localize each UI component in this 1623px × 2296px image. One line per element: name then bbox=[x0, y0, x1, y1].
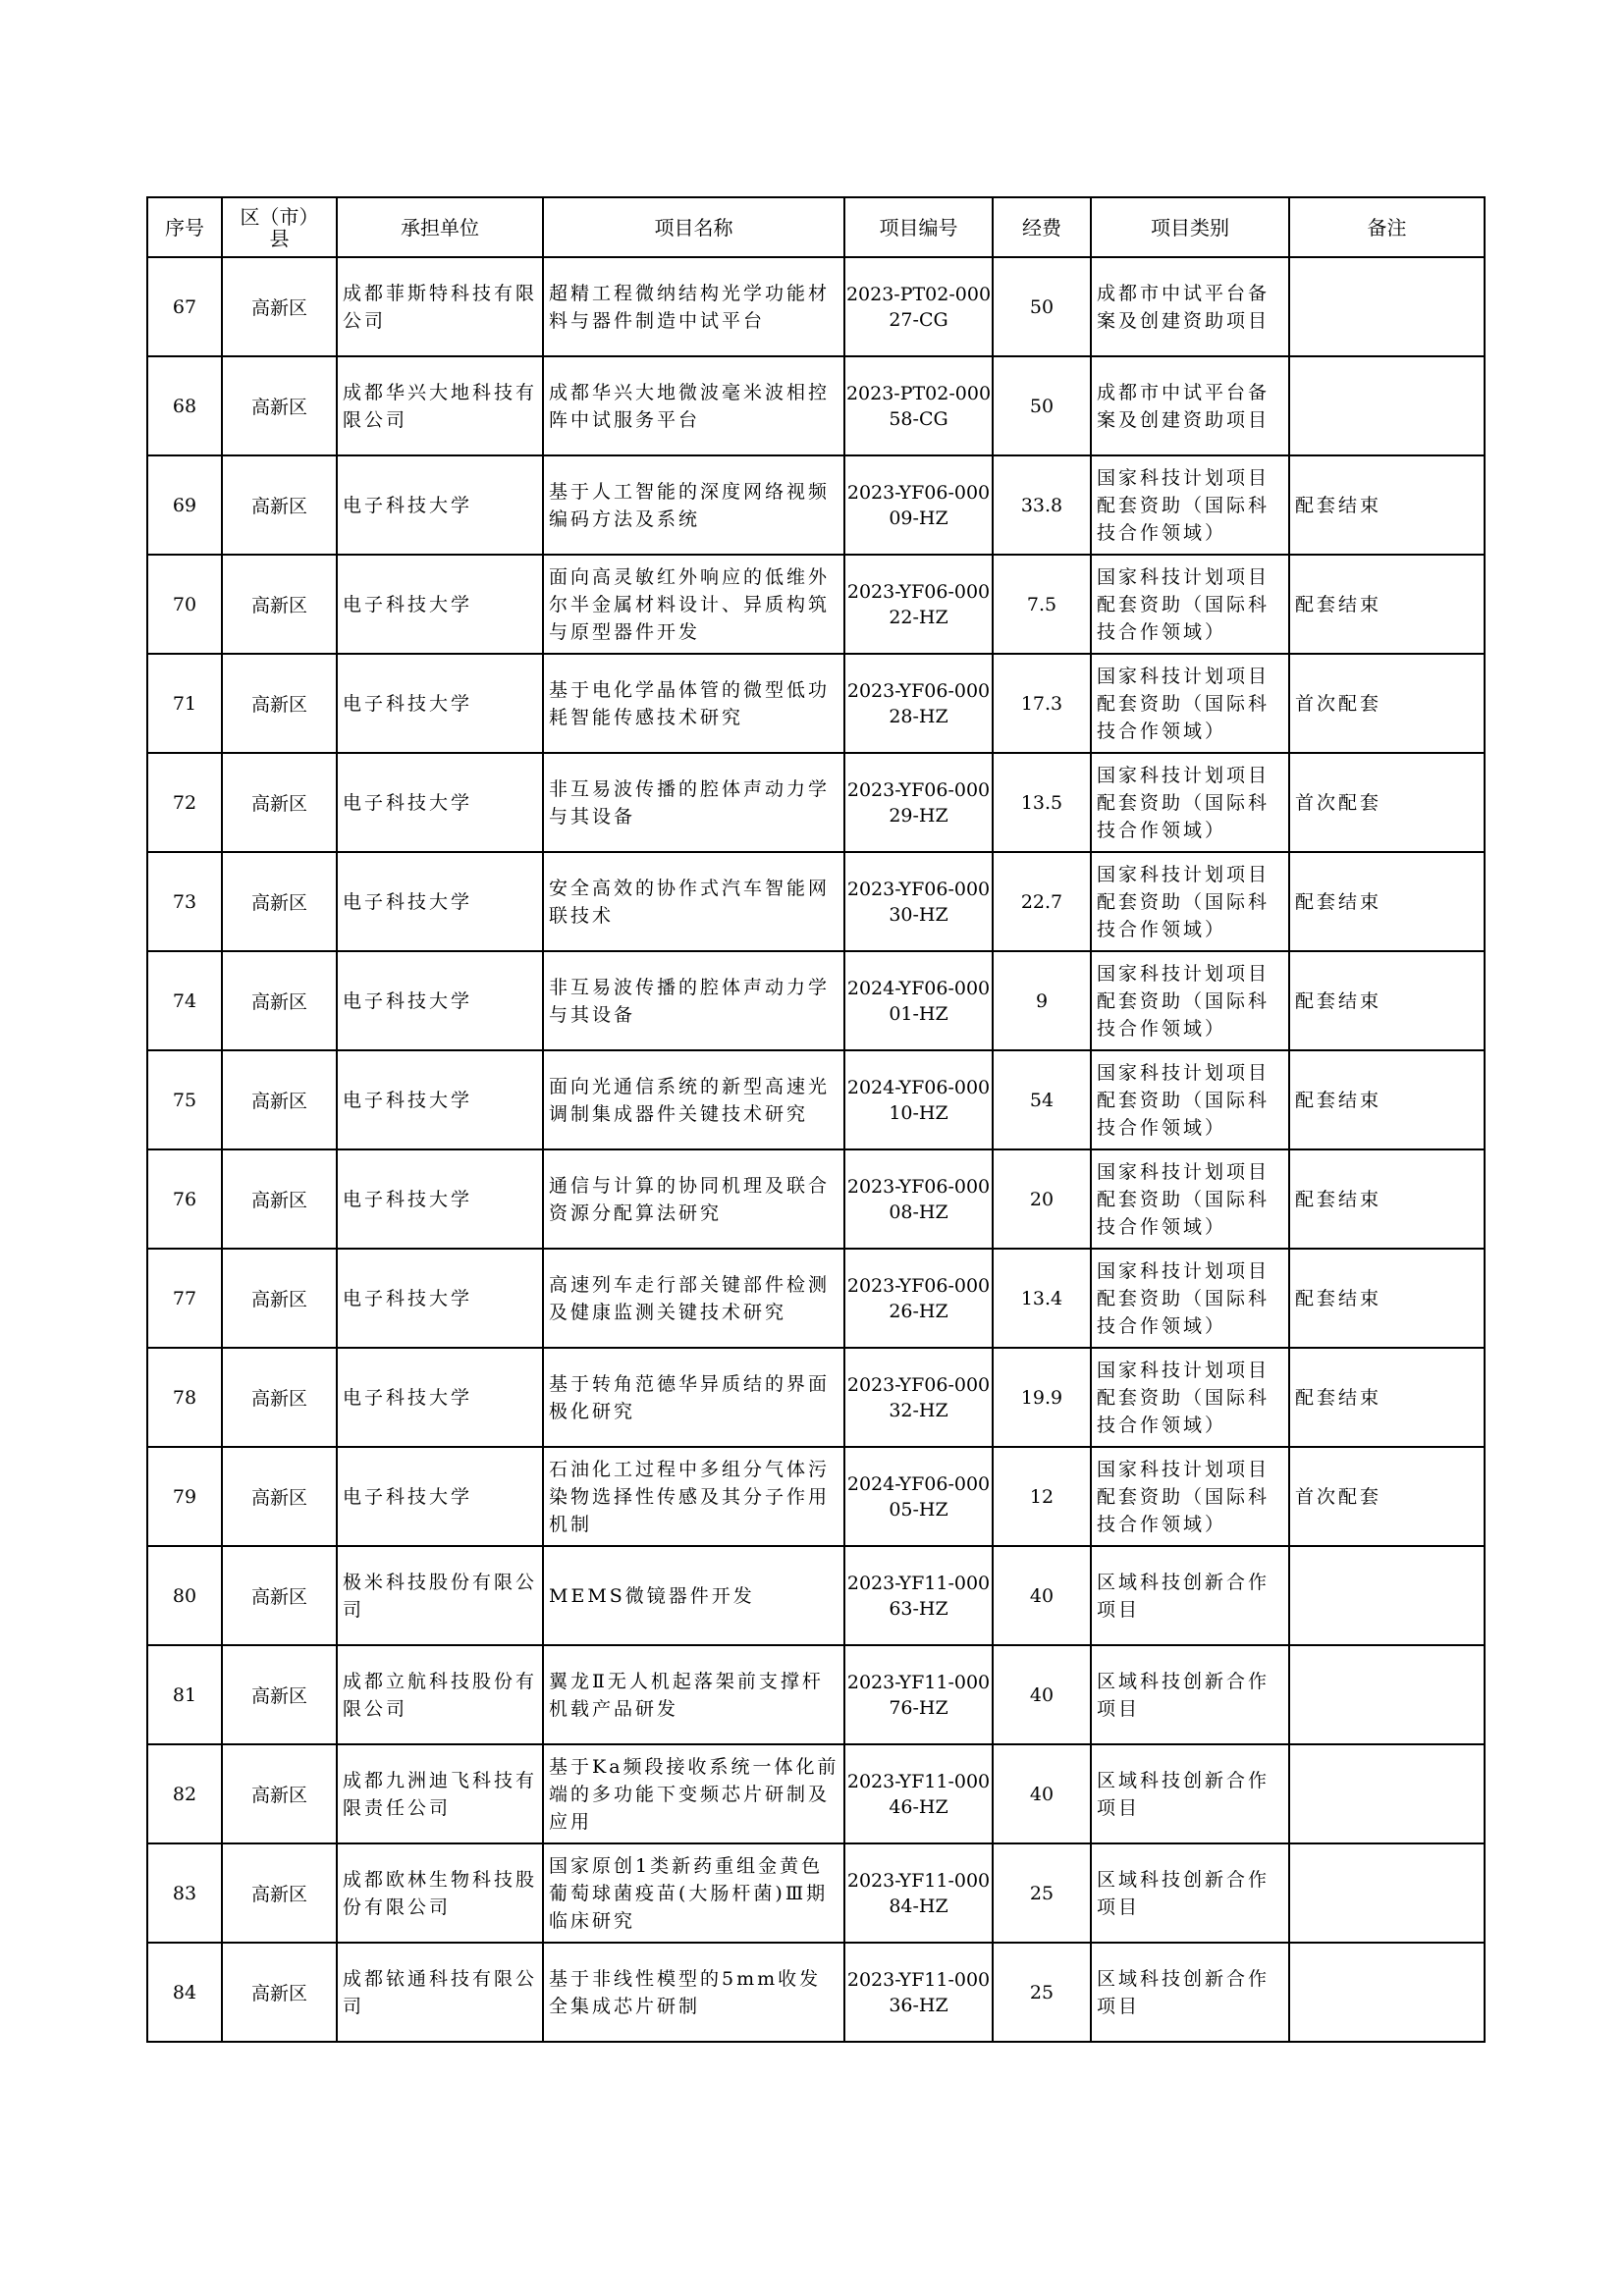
cell-index: 75 bbox=[147, 1050, 222, 1149]
cell-district: 高新区 bbox=[222, 1744, 337, 1843]
cell-unit: 成都立航科技股份有限公司 bbox=[337, 1645, 543, 1744]
cell-name: 翼龙Ⅱ无人机起落架前支撑杆机载产品研发 bbox=[543, 1645, 844, 1744]
cell-district: 高新区 bbox=[222, 1843, 337, 1943]
table-row bbox=[147, 951, 1485, 1050]
cell-code: 2023-PT02-00058-CG bbox=[844, 356, 993, 455]
cell-index: 79 bbox=[147, 1447, 222, 1546]
cell-name: 非互易波传播的腔体声动力学与其设备 bbox=[543, 951, 844, 1050]
table-row bbox=[147, 1149, 1485, 1249]
header-row bbox=[147, 197, 1485, 257]
cell-category: 区域科技创新合作项目 bbox=[1091, 1546, 1289, 1645]
cell-fund: 7.5 bbox=[993, 555, 1091, 654]
cell-category: 国家科技计划项目配套资助（国际科技合作领域） bbox=[1091, 852, 1289, 951]
cell-index: 68 bbox=[147, 356, 222, 455]
cell-index: 74 bbox=[147, 951, 222, 1050]
cell-unit: 成都华兴大地科技有限公司 bbox=[337, 356, 543, 455]
cell-unit: 成都铱通科技有限公司 bbox=[337, 1943, 543, 2042]
cell-category: 国家科技计划项目配套资助（国际科技合作领域） bbox=[1091, 1050, 1289, 1149]
cell-index: 67 bbox=[147, 257, 222, 356]
project-table bbox=[146, 196, 1486, 2043]
table-row bbox=[147, 1843, 1485, 1943]
table-row bbox=[147, 852, 1485, 951]
cell-category: 国家科技计划项目配套资助（国际科技合作领域） bbox=[1091, 654, 1289, 753]
cell-district: 高新区 bbox=[222, 1249, 337, 1348]
cell-name: 基于Ka频段接收系统一体化前端的多功能下变频芯片研制及应用 bbox=[543, 1744, 844, 1843]
cell-district: 高新区 bbox=[222, 555, 337, 654]
cell-index: 81 bbox=[147, 1645, 222, 1744]
cell-unit: 成都菲斯特科技有限公司 bbox=[337, 257, 543, 356]
cell-remark: 配套结束 bbox=[1289, 555, 1485, 654]
cell-district: 高新区 bbox=[222, 753, 337, 852]
cell-fund: 9 bbox=[993, 951, 1091, 1050]
cell-code: 2024-YF06-00001-HZ bbox=[844, 951, 993, 1050]
cell-category: 成都市中试平台备案及创建资助项目 bbox=[1091, 356, 1289, 455]
cell-remark bbox=[1289, 356, 1485, 455]
cell-unit: 电子科技大学 bbox=[337, 1249, 543, 1348]
cell-name: 面向光通信系统的新型高速光调制集成器件关键技术研究 bbox=[543, 1050, 844, 1149]
table-row bbox=[147, 356, 1485, 455]
table-body bbox=[147, 257, 1485, 2042]
cell-unit: 电子科技大学 bbox=[337, 1348, 543, 1447]
table-row bbox=[147, 1050, 1485, 1149]
cell-code: 2023-YF06-00026-HZ bbox=[844, 1249, 993, 1348]
cell-category: 国家科技计划项目配套资助（国际科技合作领域） bbox=[1091, 1447, 1289, 1546]
cell-fund: 13.4 bbox=[993, 1249, 1091, 1348]
cell-index: 76 bbox=[147, 1149, 222, 1249]
cell-remark bbox=[1289, 257, 1485, 356]
cell-name: 安全高效的协作式汽车智能网联技术 bbox=[543, 852, 844, 951]
cell-unit: 电子科技大学 bbox=[337, 654, 543, 753]
cell-district: 高新区 bbox=[222, 1149, 337, 1249]
header-unit: 承担单位 bbox=[337, 197, 543, 257]
cell-district: 高新区 bbox=[222, 951, 337, 1050]
cell-remark: 配套结束 bbox=[1289, 1149, 1485, 1249]
table-row bbox=[147, 1943, 1485, 2042]
table-row bbox=[147, 1447, 1485, 1546]
cell-unit: 电子科技大学 bbox=[337, 951, 543, 1050]
table-row bbox=[147, 753, 1485, 852]
cell-category: 国家科技计划项目配套资助（国际科技合作领域） bbox=[1091, 455, 1289, 555]
table-row bbox=[147, 1348, 1485, 1447]
header-fund: 经费 bbox=[993, 197, 1091, 257]
cell-name: 超精工程微纳结构光学功能材料与器件制造中试平台 bbox=[543, 257, 844, 356]
cell-code: 2023-YF06-00009-HZ bbox=[844, 455, 993, 555]
cell-remark: 配套结束 bbox=[1289, 951, 1485, 1050]
cell-category: 国家科技计划项目配套资助（国际科技合作领域） bbox=[1091, 951, 1289, 1050]
cell-fund: 25 bbox=[993, 1943, 1091, 2042]
cell-category: 区域科技创新合作项目 bbox=[1091, 1645, 1289, 1744]
cell-remark: 配套结束 bbox=[1289, 1050, 1485, 1149]
cell-index: 83 bbox=[147, 1843, 222, 1943]
table-row bbox=[147, 654, 1485, 753]
cell-fund: 25 bbox=[993, 1843, 1091, 1943]
cell-district: 高新区 bbox=[222, 356, 337, 455]
table-row bbox=[147, 257, 1485, 356]
table-row bbox=[147, 1645, 1485, 1744]
cell-district: 高新区 bbox=[222, 1348, 337, 1447]
cell-code: 2023-YF11-00063-HZ bbox=[844, 1546, 993, 1645]
cell-fund: 20 bbox=[993, 1149, 1091, 1249]
cell-index: 84 bbox=[147, 1943, 222, 2042]
cell-code: 2024-YF06-00010-HZ bbox=[844, 1050, 993, 1149]
cell-code: 2023-YF06-00008-HZ bbox=[844, 1149, 993, 1249]
cell-remark: 配套结束 bbox=[1289, 1348, 1485, 1447]
cell-fund: 13.5 bbox=[993, 753, 1091, 852]
cell-district: 高新区 bbox=[222, 1645, 337, 1744]
cell-unit: 电子科技大学 bbox=[337, 1447, 543, 1546]
cell-remark bbox=[1289, 1843, 1485, 1943]
cell-category: 国家科技计划项目配套资助（国际科技合作领域） bbox=[1091, 1249, 1289, 1348]
cell-district: 高新区 bbox=[222, 654, 337, 753]
cell-code: 2023-YF11-00046-HZ bbox=[844, 1744, 993, 1843]
cell-remark: 配套结束 bbox=[1289, 852, 1485, 951]
cell-remark: 首次配套 bbox=[1289, 654, 1485, 753]
cell-remark: 首次配套 bbox=[1289, 1447, 1485, 1546]
cell-category: 成都市中试平台备案及创建资助项目 bbox=[1091, 257, 1289, 356]
cell-remark: 配套结束 bbox=[1289, 455, 1485, 555]
cell-remark bbox=[1289, 1744, 1485, 1843]
cell-code: 2023-YF11-00084-HZ bbox=[844, 1843, 993, 1943]
cell-remark bbox=[1289, 1645, 1485, 1744]
cell-district: 高新区 bbox=[222, 1943, 337, 2042]
cell-unit: 电子科技大学 bbox=[337, 555, 543, 654]
cell-category: 区域科技创新合作项目 bbox=[1091, 1943, 1289, 2042]
table-row bbox=[147, 1546, 1485, 1645]
cell-code: 2023-YF06-00029-HZ bbox=[844, 753, 993, 852]
cell-district: 高新区 bbox=[222, 257, 337, 356]
cell-fund: 22.7 bbox=[993, 852, 1091, 951]
cell-district: 高新区 bbox=[222, 852, 337, 951]
cell-name: 高速列车走行部关键部件检测及健康监测关键技术研究 bbox=[543, 1249, 844, 1348]
cell-category: 国家科技计划项目配套资助（国际科技合作领域） bbox=[1091, 1348, 1289, 1447]
table-row bbox=[147, 1744, 1485, 1843]
cell-unit: 电子科技大学 bbox=[337, 753, 543, 852]
cell-district: 高新区 bbox=[222, 1050, 337, 1149]
cell-fund: 50 bbox=[993, 257, 1091, 356]
cell-index: 73 bbox=[147, 852, 222, 951]
cell-fund: 40 bbox=[993, 1645, 1091, 1744]
cell-name: 成都华兴大地微波毫米波相控阵中试服务平台 bbox=[543, 356, 844, 455]
cell-index: 72 bbox=[147, 753, 222, 852]
cell-remark bbox=[1289, 1943, 1485, 2042]
cell-unit: 极米科技股份有限公司 bbox=[337, 1546, 543, 1645]
cell-name: MEMS微镜器件开发 bbox=[543, 1546, 844, 1645]
header-index: 序号 bbox=[147, 197, 222, 257]
cell-index: 71 bbox=[147, 654, 222, 753]
cell-fund: 12 bbox=[993, 1447, 1091, 1546]
cell-district: 高新区 bbox=[222, 1447, 337, 1546]
cell-category: 国家科技计划项目配套资助（国际科技合作领域） bbox=[1091, 1149, 1289, 1249]
table-row bbox=[147, 1249, 1485, 1348]
cell-code: 2023-YF11-00076-HZ bbox=[844, 1645, 993, 1744]
table-row bbox=[147, 555, 1485, 654]
cell-fund: 40 bbox=[993, 1744, 1091, 1843]
cell-unit: 电子科技大学 bbox=[337, 852, 543, 951]
cell-unit: 电子科技大学 bbox=[337, 455, 543, 555]
table-row bbox=[147, 455, 1485, 555]
cell-name: 基于电化学晶体管的微型低功耗智能传感技术研究 bbox=[543, 654, 844, 753]
cell-fund: 54 bbox=[993, 1050, 1091, 1149]
cell-fund: 50 bbox=[993, 356, 1091, 455]
cell-fund: 19.9 bbox=[993, 1348, 1091, 1447]
cell-name: 基于转角范德华异质结的界面极化研究 bbox=[543, 1348, 844, 1447]
header-name: 项目名称 bbox=[543, 197, 844, 257]
cell-remark: 首次配套 bbox=[1289, 753, 1485, 852]
cell-name: 非互易波传播的腔体声动力学与其设备 bbox=[543, 753, 844, 852]
cell-category: 国家科技计划项目配套资助（国际科技合作领域） bbox=[1091, 753, 1289, 852]
cell-index: 82 bbox=[147, 1744, 222, 1843]
header-category: 项目类别 bbox=[1091, 197, 1289, 257]
cell-category: 国家科技计划项目配套资助（国际科技合作领域） bbox=[1091, 555, 1289, 654]
cell-name: 通信与计算的协同机理及联合资源分配算法研究 bbox=[543, 1149, 844, 1249]
cell-category: 区域科技创新合作项目 bbox=[1091, 1744, 1289, 1843]
cell-code: 2023-YF11-00036-HZ bbox=[844, 1943, 993, 2042]
cell-code: 2023-PT02-00027-CG bbox=[844, 257, 993, 356]
cell-code: 2023-YF06-00032-HZ bbox=[844, 1348, 993, 1447]
cell-district: 高新区 bbox=[222, 455, 337, 555]
cell-code: 2023-YF06-00028-HZ bbox=[844, 654, 993, 753]
header-district: 区（市）县 bbox=[222, 197, 337, 257]
cell-index: 77 bbox=[147, 1249, 222, 1348]
cell-unit: 成都九洲迪飞科技有限责任公司 bbox=[337, 1744, 543, 1843]
cell-unit: 电子科技大学 bbox=[337, 1149, 543, 1249]
header-remark: 备注 bbox=[1289, 197, 1485, 257]
cell-fund: 17.3 bbox=[993, 654, 1091, 753]
cell-code: 2023-YF06-00030-HZ bbox=[844, 852, 993, 951]
cell-name: 石油化工过程中多组分气体污染物选择性传感及其分子作用机制 bbox=[543, 1447, 844, 1546]
cell-index: 80 bbox=[147, 1546, 222, 1645]
cell-name: 基于非线性模型的5mm收发全集成芯片研制 bbox=[543, 1943, 844, 2042]
cell-remark bbox=[1289, 1546, 1485, 1645]
cell-name: 国家原创1类新药重组金黄色葡萄球菌疫苗(大肠杆菌)Ⅲ期临床研究 bbox=[543, 1843, 844, 1943]
cell-remark: 配套结束 bbox=[1289, 1249, 1485, 1348]
cell-code: 2023-YF06-00022-HZ bbox=[844, 555, 993, 654]
cell-index: 69 bbox=[147, 455, 222, 555]
header-code: 项目编号 bbox=[844, 197, 993, 257]
cell-unit: 成都欧林生物科技股份有限公司 bbox=[337, 1843, 543, 1943]
cell-index: 70 bbox=[147, 555, 222, 654]
cell-unit: 电子科技大学 bbox=[337, 1050, 543, 1149]
cell-district: 高新区 bbox=[222, 1546, 337, 1645]
cell-code: 2024-YF06-00005-HZ bbox=[844, 1447, 993, 1546]
cell-fund: 40 bbox=[993, 1546, 1091, 1645]
cell-fund: 33.8 bbox=[993, 455, 1091, 555]
cell-index: 78 bbox=[147, 1348, 222, 1447]
cell-name: 基于人工智能的深度网络视频编码方法及系统 bbox=[543, 455, 844, 555]
cell-name: 面向高灵敏红外响应的低维外尔半金属材料设计、异质构筑与原型器件开发 bbox=[543, 555, 844, 654]
cell-category: 区域科技创新合作项目 bbox=[1091, 1843, 1289, 1943]
